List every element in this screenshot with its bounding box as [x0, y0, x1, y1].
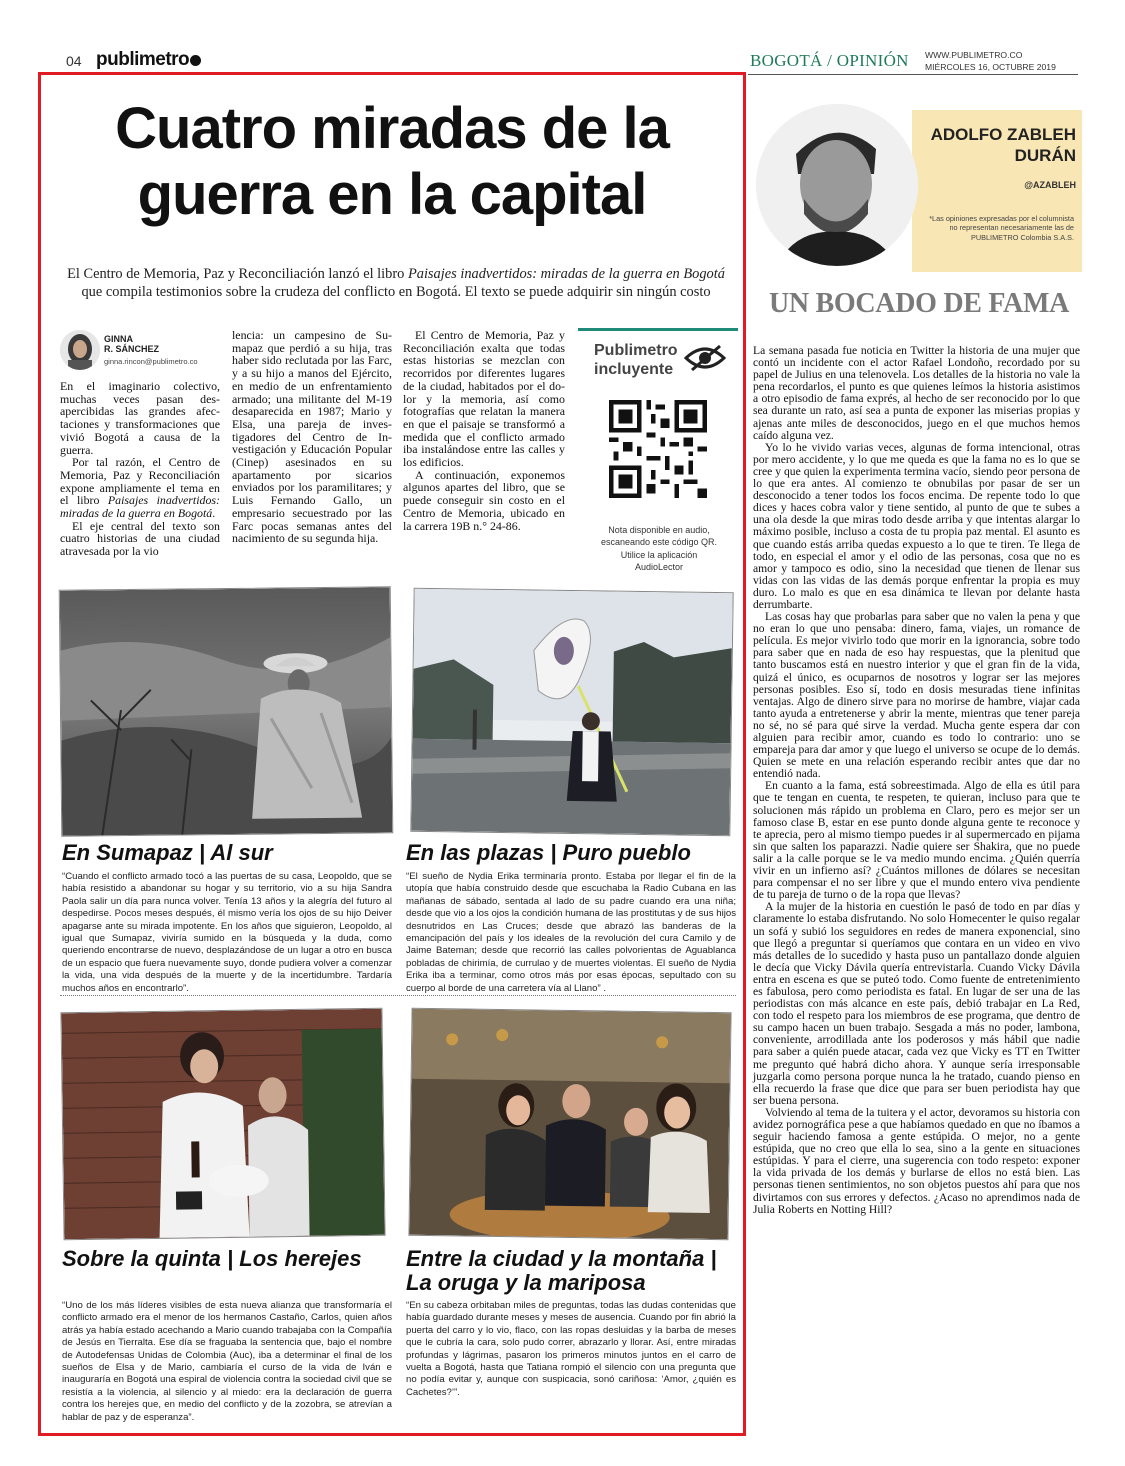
globe-icon: [190, 55, 201, 66]
photo-sumapaz: [59, 586, 394, 836]
author-avatar: [60, 330, 100, 370]
col1-p2-end: .: [212, 506, 216, 521]
col1-paragraph-1: En el imaginario colectivo, muchas veces pasan desapercibidas las grandes afectaciones y transformaciones que vivió Bogotá a causa de la guerra.: [60, 379, 220, 457]
author-email: ginna.rincon@publimetro.co: [104, 357, 198, 366]
inclusive-rule: [578, 328, 738, 331]
column-paragraph-1: La semana pasada fue noticia en Twitter la historia de una mujer que contó un incidente con el actor Rafael Londoño, recordado por su papel de Julius en una telenovela. Los detalles de la historia no vale la pena recordarlos, el punto es que quienes leímos la historia asistimos a otro episodio de fama exprés, al hecho de ser reconocido por lo que sea durante un rato, así sea a punta de exponer las miserias propias y ajenas ante miles de desconocidos, juego en el que muchos hemos caído alguna vez.: [753, 344, 1080, 442]
author-first: GINNA: [104, 334, 133, 344]
eye-icon: [684, 344, 726, 372]
story-1-title: En Sumapaz | Al sur: [62, 840, 273, 865]
col2-paragraph-1: lencia: un campesino de Sumapaz que perdió a su hija, tras haber sido reclutada por las Farc, y a su hijo a manos del Ejército, en medio de un enfrentamiento armado; una militante del M-19 desaparecida en 1987; Mario y Elsa, una pareja de investigadores del Centro de Investigación y Educación Popular (Cinep) asesinados en su apartamento por sicarios enviados por los paramilitares; y Luis Fernando Gallo, un empresario secuestrado por las Farc pocas semanas antes del nacimiento de su segunda hija.: [232, 328, 392, 546]
inclusive-line-1: Publimetro: [594, 342, 678, 359]
website-label: WWW.PUBLIMETRO.CO: [925, 50, 1023, 60]
qr-code[interactable]: [609, 400, 707, 498]
inclusive-label: [594, 341, 678, 379]
column-title: UN BOCADO DE FAMA: [768, 288, 1070, 319]
column-body: [753, 345, 1080, 1216]
author-name: [104, 334, 159, 354]
columnist-name-line-2: DURÁN: [1014, 146, 1076, 165]
col1-p2-book: Paisajes inadvertidos: miradas de la guerra en Bogotá: [60, 493, 220, 521]
qr-note: Nota disponible en audio, escaneando este código QR. Utilice la aplicación AudioLector: [600, 525, 718, 573]
headline-line-2: guerra en la capital: [137, 162, 647, 227]
story-3-title: Sobre la quinta | Los herejes: [62, 1246, 362, 1271]
col1-p2-text: Por tal razón, el Centro de Memoria, Paz y Reconciliación expone ampliamente el tema en el libro: [60, 455, 220, 508]
lede-text-a: El Centro de Memoria, Paz y Reconciliación lanzó el libro: [67, 266, 408, 282]
headline: [40, 96, 744, 228]
columnist-portrait: [756, 104, 918, 266]
dotted-divider: [60, 995, 736, 996]
date-label: MIÉRCOLES 16, OCTUBRE 2019: [925, 62, 1056, 72]
column-paragraph-3: Las cosas hay que probarlas para saber que no valen la pena y que no eran lo que uno pensaba: dinero, fama, viajes, un romance de película. Es mejor vivirlo todo que morir en la ignorancia, sobre todo para saber que en nada de eso hay respuestas, que la plenitud que tanto buscamos está en nuestro interior y que el gran fin de la vida, quizá el único, es ocuparnos de nosotros y lograr ser las mejores personas posibles. Eso sí, todo en dosis mesuradas tiene infinitas ventajas. Algo de dinero sirve para no morirse de hambre, viajar cada tanto ayuda a entretenerse y abrir la mente, mientras que tener pareja no sé, no sé para qué sirve la verdad. Mucha gente espera dar con alguien para recibir amor, cuando es todo lo contrario: uno se empareja para dar amor y que luego el universo se ocupe de lo demás. Quien se mete en una relación esperando recibir antes que dar no entendió nada.: [753, 610, 1080, 781]
headline-line-1: Cuatro miradas de la: [115, 96, 669, 161]
lede: [56, 266, 736, 301]
columnist-name-line-1: ADOLFO ZABLEH: [930, 125, 1076, 144]
story-2-title: En las plazas | Puro pueblo: [406, 840, 691, 865]
column-paragraph-2: Yo lo he vivido varias veces, algunas de forma intencional, otras por mero accidente, y lo que me queda es que la fama no es lo que se cree y que quien la experimenta termina vacío, siendo peor persona de lo que era antes. Al comienzo te obnubilas por pasar de ser un desconocido a tener todos los focos encima. De repente todo lo que dices y haces cobra valor y tiene sentido, al punto de que te subes a una ola desde la que miras todo desde arriba y que intentas alargar lo máximo posible, incluso a costa de tu propia paz mental. El asunto es que cuando estás arriba quedas expuesto a lo que te tiren. Te llega de todo, en especial el amor y el odio de las personas, cosa que no es amor y tampoco es odio, sino la necesidad que tienen de llenar sus vidas con las vidas de las demás porque enfrentar la propia es muy duro. Lo malo es que en esa dinámica te llevan por delante hasta derrumbarte.: [753, 440, 1080, 611]
col1-paragraph-3: El eje central del texto son cuatro historias de una ciudad atravesada por la vio: [60, 518, 220, 559]
brand-logo: [96, 49, 201, 71]
column-paragraph-6: Volviendo al tema de la tuitera y el actor, devoramos su historia con avidez pornográfica pese a que habíamos quedado en que no íbamos a seguir haciendo famosa a gente estúpida. O mejor, no a gente estúpida, que no creo que ella lo sea, sino a la gente en situaciones estúpidas. Y para el cierre, una sugerencia con todo respeto: exponer la vida privada de los demás y burlarse de ellos no está bien. Las personas tienen sentimientos, no son objetos puestos ahí para que nos divirtamos con sus errores y defectos. ¿Acaso no aprendimos nada de Julia Roberts en Notting Hill?: [753, 1105, 1080, 1216]
lede-book-title: Paisajes inadvertidos: miradas de la guerra en Bogotá: [407, 266, 725, 282]
column-paragraph-4: En cuanto a la fama, está sobreestimada. Algo de ella es útil para que te tengan en cuenta, te respeten, te quieran, incluso para que te solucionen más rápido un problema en Claro, pero es mejor ser un famoso clase B, estar en ese punto donde alguna gente te reconoce y te aprecia, pero al mismo tiempo puedes ir al supermercado en pijama sin que salten los paparazzi. Nadie quiere ser Shakira, que no puede salir a la calle porque se le va medio mundo encima. ¿Quién querría vivir en un infierno así? ¿Cuántos millones de dólares se necesitan para compensar el no ser libre y que el mundo entero viva pendiente de tu pareja de turno o de la ropa que llevas?: [753, 779, 1080, 902]
columnist-name: [912, 124, 1076, 166]
story-4-text: “En su cabeza orbitaban miles de preguntas, todas las dudas contenidas que había guardado durante meses y meses de ausencia. Cuando por fin abrió la puerta del carro y lo vio, flaco, con las ropas desluidas y la barba de meses que le cubría la cara, solo pudo correr, abrazarlo y llorar. Así, entre miradas profundas y lágrimas, pasaron los primeros minutos juntos en el carro de vuelta a Bogotá, hasta que Tatiana rompió el silencio con una pregunta que no podía evitar y, aunque con suspicacia, sonó cariñosa: ‘Amor, ¿quién es Cachetes?’”.: [406, 1300, 736, 1398]
col3-paragraph-2: A continuación, exponemos algunos apartes del libro, que se puede conseguir sin costo en el Centro de Memoria, ubicado en la carrera 19B n.° 24-86.: [403, 467, 565, 533]
page-number: 04: [66, 53, 82, 69]
section-label: BOGOTÁ / OPINIÓN: [750, 51, 909, 70]
body-column-1: [60, 380, 220, 558]
author-last: R. SÁNCHEZ: [104, 344, 160, 354]
photo-herejes: [60, 1008, 385, 1240]
brand-name: publimetro: [96, 49, 190, 70]
body-column-2: [232, 329, 392, 545]
col3-paragraph-1: El Centro de Memoria, Paz y Reconciliación exalta que todas estas historias se mezclan con recorridos por diferentes lugares de la ciudad, habitados por el dolor y la memoria, así como fotografías que relatan la manera en que el paisaje se transformó a medida que el conflicto armado iba instalándose entre las calles y los edificios.: [403, 328, 565, 470]
lede-text-c: que compila testimonios sobre la crudeza del conflicto en Bogotá. El texto se puede adquirir sin ningún costo: [81, 283, 711, 300]
photo-plazas: [410, 588, 733, 836]
story-4-title: Entre la ciudad y la montaña | La oruga y la mariposa: [406, 1246, 717, 1295]
inclusive-line-2: incluyente: [594, 361, 674, 378]
header-rule: [748, 74, 1078, 75]
photo-oruga: [408, 1008, 731, 1240]
story-1-text: “Cuando el conflicto armado tocó a las puertas de su casa, Leopoldo, que se había resistido a abandonar su hogar y su territorio, vio a su hija Sandra Paola salir un día para nunca volver. Tenía 13 años y la alegría del futuro al despedirse. Pocos meses después, él mismo vería los ojos de su hijo Deiver apagarse ante su mirada impotente. En los años que siguieron, Leopoldo, al igual que Sumapaz, viviría sumido en la búsqueda y la duda, como queriendo encontrarse de nuevo, desplazándose de un lugar a otro en busca de un espacio que fuera nuevamente suyo, donde pudiera volver a comenzar la vida, una vida después de la muerte y de la incertidumbre. Tardaría muchos años en encontrarlo”.: [62, 871, 392, 994]
body-column-3: [403, 329, 565, 532]
story-3-text: “Uno de los más líderes visibles de esta nueva alianza que transformaría el conflicto armado era el menor de los hermanos Castaño, Carlos, quien años atrás ya había estado acechando a Mario cuando trabajaba con la Compañía de Jesús en Tierralta. Ese día se fraguaba la sentencia que, bajo el nombre de Autodefensas Unidas de Colombia (Auc), iba a determinar el final de los sueños de Elsa y de Mario, cambiaría el curso de la vida de Iván e inauguraría en Bogotá una espiral de violencia contra la sociedad civil que se resistía a la violencia, al silencio y al miedo: era la declaración de guerra contra los herejes que, en medio del conflicto y de la zozobra, se atrevían a hablar de paz y de esperanza”.: [62, 1300, 392, 1423]
columnist-disclaimer: *Las opiniones expresadas por el columnista no representan necesariamente las de PUBLIMETRO Colombia S.A.S.: [929, 214, 1074, 242]
story-2-text: “El sueño de Nydia Erika terminaría pronto. Estaba por llegar el fin de la utopía que había construido desde que escuchaba la Radio Cubana en las mañanas de sábado, sentada al lado de su padre cuando era una niña; desde que vio a los ojos la condición humana de las prostitutas y de sus hijos desnutridos en Las Cruces; desde que abrazó las banderas de la emancipación del país y los ideales de la revolución del cura Camilo y de Jaime Bateman; desde que recorrió las calles polvorientas de Aguablanca pobladas de chirimía, de currulao y de muertes violentas. El sueño de Nydia Erika iba a terminar, como otros más por esas épocas, sepultado con su cuerpo al borde de una carretera vía al Llano” .: [406, 871, 736, 994]
column-paragraph-5: A la mujer de la historia en cuestión le pasó de todo en par días y claramente lo estaba disfrutando. No solo Homecenter le quiso regalar un sofá y subió los seguidores en redes de manera exponencial, sino que llegó a preguntar si queríamos que contara en un video en vivo más detalles de lo sucedido y hasta puso un pantallazo donde alguien le decía que Vicky Dávila quería entrevistarla. Cuando Vicky Dávila entra en escena es que se puteó todo. Como fuente de entretenimiento es fabulosa, pero como periodista es fatal. En lugar de ser una de las periodistas con más alcance en este país, debió trabajar en La Red, con todo el respeto para los miembros de ese programa, que dentro de su campo hacen un buen trabajo. Sesgada a más no poder, lambona, conveniente, arrodillada ante los poderosos y más hábil que nadie para saber a quién puede atacar, cada vez que Vicky es TT en Twitter me pregunto qué habrá dicho ahora. Y aunque sería irresponsable juzgarla como persona porque nunca la he tratado, cuando pienso en ella recuerdo la frase que dice que para ser buen periodista hay que ser buena persona.: [753, 900, 1080, 1107]
columnist-handle: @AZABLEH: [1024, 180, 1076, 190]
col1-paragraph-2: [60, 456, 220, 520]
